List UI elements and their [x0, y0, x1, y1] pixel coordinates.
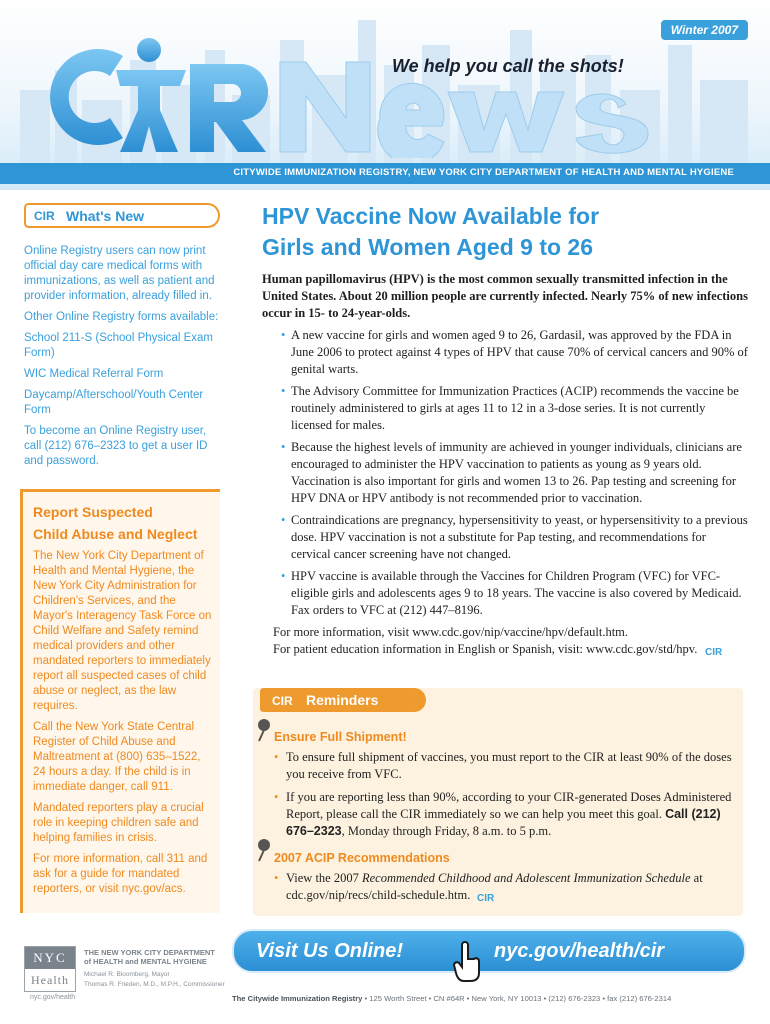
visit-label: Visit Us Online!	[256, 940, 404, 962]
mayor-line: Michael R. Bloomberg, Mayor	[84, 971, 170, 978]
bullet-text: at cdc.gov/nip/recs/child-schedule.htm.	[286, 871, 703, 902]
visit-url-link[interactable]: nyc.gov/health/cir	[494, 940, 665, 962]
abuse-paragraph: For more information, call 311 and ask for a guide for mandated reporters, or visit nyc.gov/acs.	[33, 853, 208, 895]
bullet-text: Because the highest levels of immunity are achieved in younger individuals, clinicians are encouraged to administer the HPV vaccination to patients as young as 9 years old. Vaccination is also important for girls and women 13 to 26. Pap testing and screening for HPV DNA or HPV antibody is not recommended prior to vaccination.	[291, 440, 742, 505]
abuse-paragraph: The New York City Department of Health and Mental Hygiene, the New York City Administration for Children's Services, and the Mayor's Interagency Task Force on Child Welfare and Safety remind medical providers and other mandated reporters to immediately report all suspected cases of child abuse or neglect, as the law requires.	[33, 550, 212, 712]
article-bullet	[262, 439, 748, 507]
svg-text:CIR: CIR	[477, 892, 495, 902]
registry-name: The Citywide Immunization Registry	[232, 994, 363, 1003]
cir-mini-logo-icon	[34, 209, 60, 222]
visit-online-banner[interactable]	[232, 929, 746, 973]
bullet-dot-icon: •	[274, 871, 279, 885]
whats-new-heading	[24, 203, 220, 228]
cir-phone-number: Call (212) 676–2323	[286, 807, 721, 838]
abuse-title-line-1: Report Suspected	[33, 504, 153, 520]
reminder-bullet	[274, 749, 736, 783]
bullet-text: , Monday through Friday, 8 a.m. to 5 p.m.	[341, 824, 552, 838]
pushpin-icon	[255, 718, 273, 742]
whats-new-title: What's New	[66, 207, 145, 224]
tagline: We help you call the shots!	[392, 56, 624, 76]
sidebar-paragraph: To become an Online Registry user, call (212) 676–2323 to get a user ID and password.	[24, 425, 208, 467]
more-info-link[interactable]: For more information, visit www.cdc.gov/nip/vaccine/hpv/default.htm.	[273, 625, 629, 639]
headline-line-2: Girls and Women Aged 9 to 26	[262, 234, 594, 260]
nyc-health-logo	[24, 946, 76, 992]
reminders-box	[253, 688, 743, 916]
patient-info-link[interactable]: For patient education information in English or Spanish, visit: www.cdc.gov/std/hpv.	[273, 642, 698, 656]
bullet-dot-icon: •	[281, 513, 286, 527]
registry-address	[232, 994, 671, 1003]
bullet-text: View the 2007	[286, 871, 359, 885]
sidebar-paragraph: Other Online Registry forms available:	[24, 311, 219, 323]
article-lead: Human papillomavirus (HPV) is the most common sexually transmitted infection in the United States. About 20 million people are currently infected. Nearly 75% of new infections occur in 15- to 24-year-olds.	[262, 272, 748, 320]
commissioner-line: Thomas R. Frieden, M.D., M.P.H., Commissioner	[84, 981, 225, 988]
masthead	[0, 0, 770, 190]
bullet-dot-icon: •	[281, 569, 286, 583]
sidebar	[24, 203, 220, 913]
org-line: CITYWIDE IMMUNIZATION REGISTRY, NEW YORK CITY DEPARTMENT OF HEALTH AND MENTAL HYGIENE	[233, 167, 734, 178]
reminders-heading	[260, 688, 426, 712]
article-bullet	[262, 512, 748, 563]
bullet-text: A new vaccine for girls and women aged 9 to 26, Gardasil, was approved by the FDA in June 2006 to protect against 4 types of HPV that cause 70% of cervical cancers and 90% of genital warts.	[291, 328, 748, 376]
svg-text:CIR: CIR	[704, 646, 722, 656]
schedule-title: Recommended Childhood and Adolescent Immunization Schedule	[361, 871, 691, 885]
abuse-paragraph: Call the New York State Central Register of Child Abuse and Maltreatment at (800) 635–1522, 24 hours a day. If the child is in immediate danger, call 911.	[33, 721, 201, 793]
pushpin-icon	[255, 838, 273, 862]
nyc-logo-bottom: Health	[31, 973, 69, 987]
org-bar	[0, 163, 770, 184]
bullet-dot-icon: •	[274, 750, 279, 764]
bullet-dot-icon: •	[281, 328, 286, 342]
patient-info-line	[273, 641, 748, 658]
reminder-bullet	[274, 789, 736, 840]
sidebar-form-item: WIC Medical Referral Form	[24, 368, 164, 380]
bullet-text: HPV vaccine is available through the Vaccines for Children Program (VFC) for VFC-eligible girls and adolescents ages 9 to 18 years. The vaccine is also covered by Medicaid. Fax orders to VFC at (212) 447–8196.	[291, 569, 742, 617]
reminder-bullet	[274, 870, 736, 904]
department-name	[84, 948, 215, 966]
cir-end-mark-icon	[477, 891, 499, 902]
bullet-text: To ensure full shipment of vaccines, you must report to the CIR at least 90% of the doses you receive from VFC.	[286, 750, 732, 781]
season-label: Winter 2007	[661, 20, 748, 40]
address-text: • 125 Worth Street • CN #64R • New York, NY 10013 • (212) 676-2323 • fax (212) 676-2314	[364, 994, 672, 1003]
article-bullet	[262, 327, 748, 378]
abuse-paragraph: Mandated reporters play a crucial role in keeping children safe and helping families in crisis.	[33, 802, 204, 844]
nyc-health-url: nyc.gov/health	[30, 994, 76, 1001]
department-line-1: THE NEW YORK CITY DEPARTMENT	[84, 948, 215, 957]
bullet-text: The Advisory Committee for Immunization Practices (ACIP) recommends the vaccine be routinely administered to girls at ages 11 to 12 in a 3-dose series. It is not currently licensed for males.	[291, 384, 739, 432]
bullet-dot-icon: •	[281, 440, 286, 454]
article-bullet	[262, 568, 748, 619]
reminder-subheading: Ensure Full Shipment!	[274, 730, 407, 744]
article-headline	[262, 201, 748, 263]
reminders-title: Reminders	[306, 692, 379, 708]
bullet-text: Contraindications are pregnancy, hypersensitivity to yeast, or hypersensitivity to a previous dose. HPV vaccination is not a substitute for Pap testing, and recommendations for cervical cancer screening have not changed.	[291, 513, 748, 561]
bullet-dot-icon: •	[281, 384, 286, 398]
cir-mini-logo-icon	[272, 694, 298, 707]
nyc-logo-top: NYC	[25, 947, 75, 969]
cir-end-mark-icon	[705, 645, 727, 656]
sidebar-form-item: School 211-S (School Physical Exam Form)	[24, 332, 213, 359]
cir-news-logo	[28, 34, 748, 158]
child-abuse-box	[20, 489, 220, 913]
abuse-title-line-2: Child Abuse and Neglect	[33, 526, 198, 542]
abuse-title	[33, 501, 214, 545]
sidebar-form-item: Daycamp/Afterschool/Youth Center Form	[24, 389, 204, 416]
headline-line-1: HPV Vaccine Now Available for	[262, 203, 600, 229]
svg-text:CIR: CIR	[34, 209, 55, 222]
article-bullet	[262, 383, 748, 434]
hpv-article	[262, 201, 748, 658]
bullet-text: If you are reporting less than 90%, according to your CIR-generated Doses Administered Report, please call the CIR immediately so we can help you meet this goal.	[286, 790, 732, 821]
pointer-hand-icon	[452, 941, 482, 983]
reminder-subheading: 2007 ACIP Recommendations	[274, 851, 450, 865]
sidebar-paragraph: Online Registry users can now print official day care medical forms with immunizations, as well as patient and provider information, already filled in.	[24, 245, 215, 302]
department-line-2: of HEALTH and MENTAL HYGIENE	[84, 957, 207, 966]
officials	[84, 970, 225, 990]
svg-text:CIR: CIR	[272, 693, 293, 707]
bullet-dot-icon: •	[274, 790, 279, 804]
